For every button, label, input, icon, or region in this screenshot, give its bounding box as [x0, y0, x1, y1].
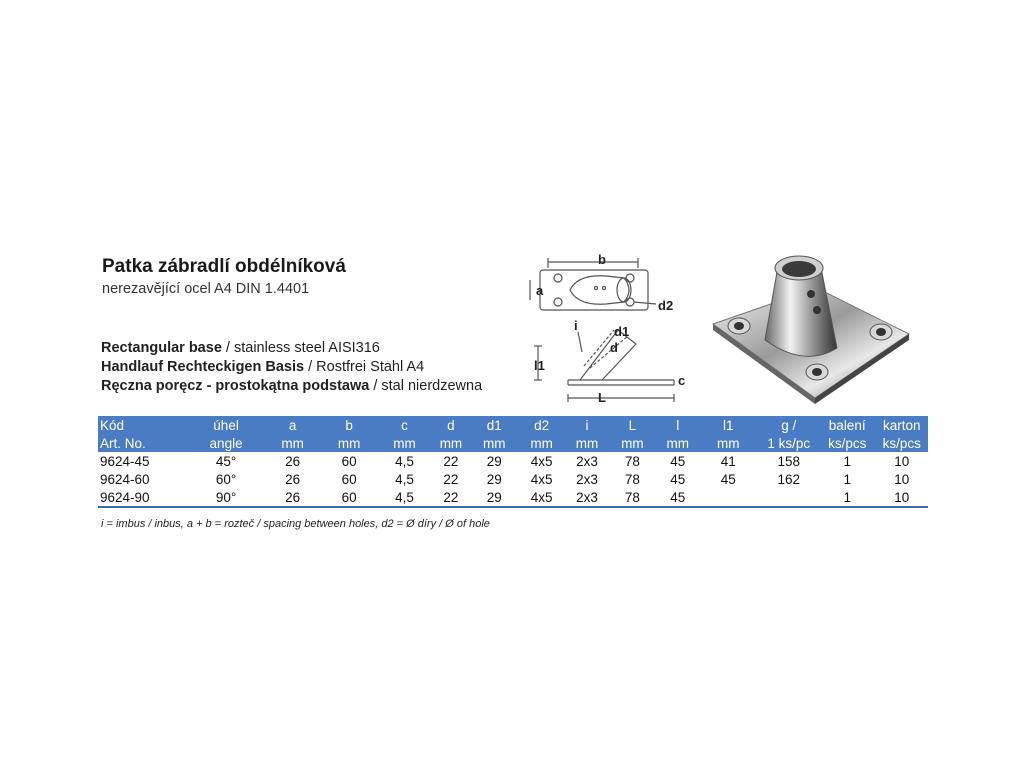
- label-a: a: [536, 283, 544, 298]
- table-cell: [698, 488, 759, 507]
- footnote: i = imbus / inbus, a + b = rozteč / spacing between holes, d2 = Ø díry / Ø of hole: [101, 518, 490, 530]
- table-cell: 4,5: [395, 471, 414, 487]
- table-cell: c: [401, 417, 408, 433]
- label-l1: l1: [534, 358, 545, 373]
- label-L: L: [598, 390, 606, 405]
- table-cell: 29: [486, 471, 502, 487]
- table-cell: 78: [607, 488, 657, 507]
- table-cell: a: [288, 417, 297, 433]
- table-cell: 78: [624, 453, 640, 469]
- table-cell: 60°: [215, 471, 237, 487]
- table-row: [98, 488, 928, 507]
- table-cell: 10: [894, 471, 910, 487]
- table-cell: d: [447, 417, 455, 433]
- label-i: i: [574, 318, 578, 333]
- label-b: b: [598, 252, 606, 267]
- table-cell: ks/pcs: [882, 435, 921, 451]
- description-polish: Ręczna poręcz - prostokątna podstawa / stal nierdzewna: [101, 378, 483, 394]
- table-cell: l: [676, 417, 680, 433]
- table-cell: 45°: [215, 453, 237, 469]
- product-subtitle: nerezavějící ocel A4 DIN 1.4401: [102, 281, 310, 297]
- table-cell: 90°: [186, 488, 267, 507]
- label-c: c: [678, 373, 686, 388]
- table-cell: d1: [486, 417, 502, 433]
- table-cell: balení: [828, 417, 866, 433]
- product-photo: [705, 248, 917, 408]
- table-cell: 1: [843, 471, 851, 487]
- label-d: d: [610, 340, 618, 355]
- table-cell: mm: [621, 435, 644, 451]
- table-cell: úhel: [213, 417, 239, 433]
- table-cell: 4,5: [379, 488, 429, 507]
- table-cell: 29: [472, 488, 516, 507]
- table-cell: Art. No.: [100, 435, 146, 451]
- table-cell: 9624-45: [100, 453, 150, 469]
- table-cell: 1: [843, 453, 851, 469]
- table-cell: 78: [624, 471, 640, 487]
- table-cell: 2x3: [576, 471, 598, 487]
- table-row: [98, 452, 928, 470]
- table-cell: 1 ks/pc: [767, 435, 811, 451]
- table-cell: 4x5: [516, 488, 566, 507]
- table-cell: mm: [337, 435, 361, 451]
- table-cell: mm: [483, 435, 506, 451]
- table-cell: 26: [266, 488, 318, 507]
- table-cell: [758, 488, 819, 507]
- table-cell: mm: [393, 435, 416, 451]
- specification-table: [98, 416, 928, 508]
- table-cell: 4x5: [530, 471, 553, 487]
- table-cell: 162: [777, 471, 800, 487]
- table-cell: 10: [894, 453, 910, 469]
- table-cell: 45: [720, 471, 736, 487]
- description-english: Rectangular base / stainless steel AISI316: [101, 340, 380, 356]
- table-cell: L: [628, 417, 637, 433]
- table-cell: i: [585, 417, 589, 433]
- table-cell: b: [345, 417, 353, 433]
- table-cell: 45: [658, 488, 698, 507]
- table-cell: l1: [722, 417, 734, 433]
- table-cell: 10: [875, 488, 928, 507]
- table-cell: 29: [486, 453, 502, 469]
- product-title: Patka zábradlí obdélníková: [102, 256, 346, 277]
- table-cell: karton: [882, 417, 921, 433]
- table-cell: mm: [281, 435, 304, 451]
- table-cell: 41: [720, 453, 736, 469]
- table-cell: 60: [341, 471, 357, 487]
- table-cell: Kód: [100, 417, 125, 433]
- table-cell: 4,5: [395, 453, 414, 469]
- table-cell: 1: [819, 488, 875, 507]
- table-cell: 26: [285, 471, 301, 487]
- table-cell: 22: [430, 488, 472, 507]
- table-cell: 60: [319, 488, 380, 507]
- table-row: [98, 470, 928, 488]
- table-cell: 9624-90: [98, 488, 186, 507]
- table-header-row: [98, 434, 928, 452]
- table-cell: mm: [530, 435, 553, 451]
- table-cell: angle: [209, 435, 243, 451]
- table-cell: 60: [341, 453, 357, 469]
- table-cell: 158: [777, 453, 800, 469]
- table-cell: 26: [285, 453, 301, 469]
- table-cell: 2x3: [576, 453, 598, 469]
- technical-drawing: [518, 248, 688, 408]
- table-cell: 4x5: [530, 453, 553, 469]
- table-cell: mm: [716, 435, 740, 451]
- description-german: Handlauf Rechteckigen Basis / Rostfrei Stahl A4: [101, 359, 425, 375]
- label-d2: d2: [658, 298, 674, 313]
- table-cell: 45: [670, 453, 686, 469]
- table-header-row: [98, 416, 928, 434]
- table-cell: mm: [575, 435, 599, 451]
- table-cell: ks/pcs: [828, 435, 867, 451]
- table-cell: mm: [439, 435, 463, 451]
- table-cell: 22: [443, 471, 459, 487]
- table-cell: mm: [666, 435, 690, 451]
- label-d1: d1: [614, 324, 630, 339]
- table-cell: g /: [781, 417, 797, 433]
- table-cell: 9624-60: [100, 471, 150, 487]
- table-cell: d2: [534, 417, 550, 433]
- table-cell: 45: [670, 471, 686, 487]
- table-cell: 2x3: [567, 488, 607, 507]
- table-cell: 22: [443, 453, 459, 469]
